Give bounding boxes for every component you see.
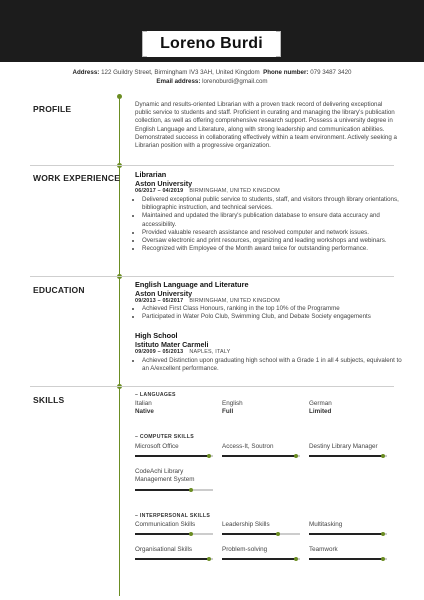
skill-level-knob [381, 454, 385, 458]
education-bullet: • Achieved First Class Honours, ranking in the top 10% of the Programme [142, 305, 404, 313]
skill-level-bar [135, 558, 213, 560]
skill-level-bar [309, 533, 387, 535]
timeline-line [119, 96, 120, 596]
school-name: Aston University [135, 289, 193, 298]
skill-level-fill [222, 558, 296, 560]
languages-heading: – LANGUAGES [135, 392, 176, 398]
section-title-education: EDUCATION [33, 285, 85, 295]
computer-skills-heading: – COMPUTER SKILLS [135, 434, 194, 440]
skill-level-bar [135, 533, 213, 535]
job-bullet: • Oversaw electronic and print resources, organizing and leading workshops and webinars. [142, 237, 404, 245]
job-meta [135, 188, 280, 194]
skill-level-knob [207, 454, 211, 458]
separator [30, 276, 394, 277]
skill-level-bar [222, 558, 300, 560]
language-name: German [309, 400, 332, 407]
phone-value: 079 3487 3420 [310, 69, 352, 76]
education-bullets [133, 357, 404, 373]
profile-text: Dynamic and results-oriented Librarian with a proven track record of delivering exceptional public service to students and staff. Proficient in curating and managing the library's publication collection, as well as offering comprehensive research support. Possess a university degree in English Language and Literature, along with strong leadership and communication abilities. Demonstrated success in collaborating effectively within a team environment. Actively seeking a Librarian position with a progressive organization. [135, 101, 397, 150]
skill-name: Access-It, Soutron [222, 443, 274, 450]
skill-level-bar [309, 455, 387, 457]
section-title-skills: SKILLS [33, 395, 65, 405]
email-value[interactable]: lorenoburdi@gmail.com [202, 78, 268, 85]
school-name: Istituto Mater Carmeli [135, 340, 209, 349]
skill-level-fill [135, 533, 191, 535]
language-level: Native [135, 408, 154, 415]
skill-level-knob [381, 532, 385, 536]
skill-level-knob [207, 557, 211, 561]
candidate-name: Loreno Burdi [160, 35, 263, 52]
language-name: Italian [135, 400, 152, 407]
skill-level-knob [276, 532, 280, 536]
education-bullet: • Achieved Distinction upon graduating high school with a Grade 1 in all 4 subjects, equivalent to an A/excellent performance. [142, 357, 404, 373]
education-bullet: • Participated in Water Polo Club, Swimming Club, and Debate Society engagements [142, 313, 404, 321]
education-meta [135, 298, 280, 304]
education-meta [135, 349, 230, 355]
degree-title: High School [135, 331, 178, 340]
skill-level-knob [189, 532, 193, 536]
timeline-dot-profile [117, 94, 122, 99]
job-bullet: • Delivered exceptional public service to students, staff, and visitors through library orientations, bibliographic instruction, and technical services. [142, 196, 404, 212]
job-bullets [133, 196, 404, 253]
contact-line-1 [0, 69, 424, 76]
skill-level-bar [135, 489, 213, 491]
degree-title: English Language and Literature [135, 280, 249, 289]
address-value: 122 Guildry Street, Birmingham IV3 3AH, United Kingdom [101, 69, 260, 76]
job-employer: Aston University [135, 179, 193, 188]
skill-level-fill [222, 455, 296, 457]
job-bullet: • Maintained and updated the library's publication database to ensure data accuracy and accessibility. [142, 212, 404, 228]
job-title: Librarian [135, 170, 167, 179]
job-dates: 06/2017 – 04/2019 [135, 188, 184, 194]
skill-level-fill [309, 455, 383, 457]
skill-level-knob [189, 488, 193, 492]
skill-level-bar [309, 558, 387, 560]
skill-level-knob [381, 557, 385, 561]
skill-name: CodeAchi Library Management System [135, 468, 195, 483]
separator [30, 386, 394, 387]
name-box [142, 31, 281, 57]
contact-line-2 [0, 78, 424, 85]
job-location: BIRMINGHAM, UNITED KINGDOM [189, 188, 280, 194]
separator [30, 165, 394, 166]
skill-level-bar [222, 533, 300, 535]
skill-name: Communication Skills [135, 521, 196, 528]
skill-name: Problem-solving [222, 546, 268, 553]
education-dates: 09/2013 – 05/2017 [135, 298, 184, 304]
phone-label: Phone number: [263, 69, 309, 76]
section-title-profile: PROFILE [33, 104, 72, 114]
skill-level-knob [294, 557, 298, 561]
skill-name: Microsoft Office [135, 443, 179, 450]
skill-name: Leadership Skills [222, 521, 270, 528]
address-label: Address: [72, 69, 100, 76]
skill-name: Teamwork [309, 546, 338, 553]
skill-level-fill [135, 558, 209, 560]
language-name: English [222, 400, 243, 407]
language-level: Limited [309, 408, 332, 415]
section-title-work: WORK EXPERIENCE [33, 173, 121, 183]
education-bullets [133, 305, 404, 321]
education-dates: 09/2009 – 05/2013 [135, 349, 184, 355]
job-bullet: • Recognized with Employee of the Month award twice for outstanding performance. [142, 245, 404, 253]
skill-name: Organisational Skills [135, 546, 193, 553]
email-label: Email address: [156, 78, 201, 85]
language-level: Full [222, 408, 234, 415]
skill-name: Destiny Library Manager [309, 443, 378, 450]
skill-level-fill [135, 455, 209, 457]
education-location: BIRMINGHAM, UNITED KINGDOM [189, 298, 280, 304]
skill-level-bar [222, 455, 300, 457]
skill-level-bar [135, 455, 213, 457]
interpersonal-skills-heading: – INTERPERSONAL SKILLS [135, 513, 211, 519]
job-bullet: • Provided valuable research assistance and resolved computer and network issues. [142, 229, 404, 237]
skill-level-fill [222, 533, 278, 535]
skill-name: Multitasking [309, 521, 343, 528]
skill-level-fill [309, 558, 383, 560]
education-location: NAPLES, ITALY [189, 349, 231, 355]
skill-level-fill [309, 533, 383, 535]
skill-level-fill [135, 489, 191, 491]
skill-level-knob [294, 454, 298, 458]
